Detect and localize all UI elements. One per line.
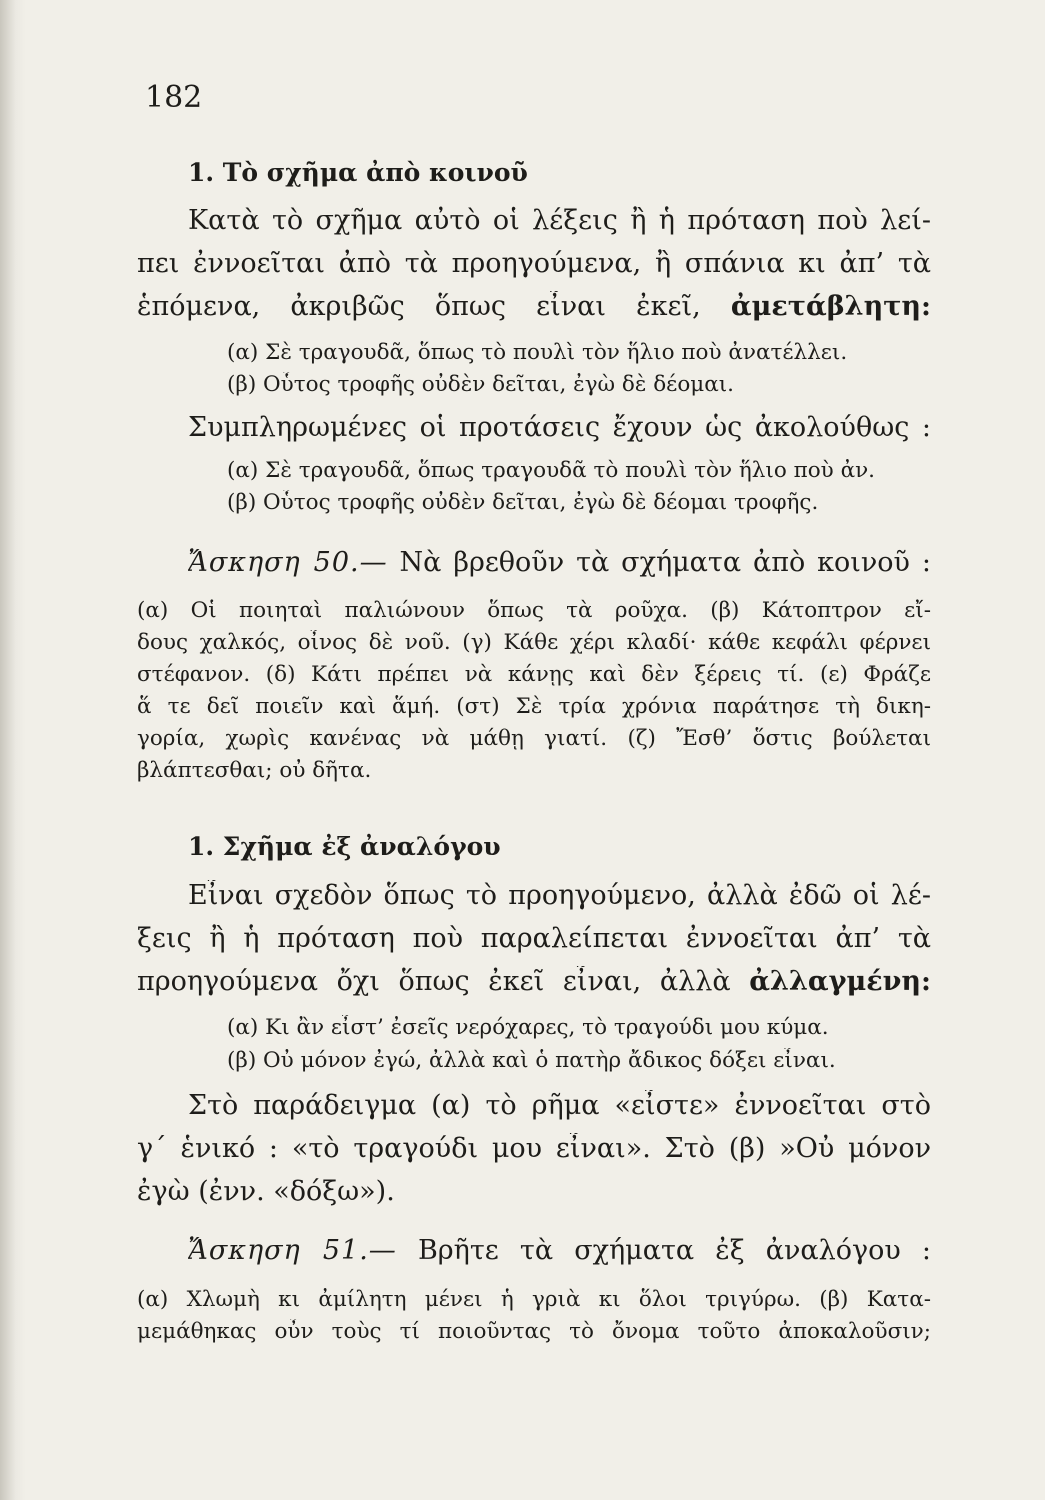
exercise-line: (α) Οἱ ποιηταὶ παλιώνουν ὅπως τὰ ροῦχα. (β) Κάτοπτρον εἴ- (137, 598, 931, 623)
note-line: γ΄ ἑνικό : «τὸ τραγούδι μου εἶναι». Στὸ (β) »Οὐ μόνον (137, 1133, 931, 1164)
exercise-line: ἅ τε δεῖ ποιεῖν καὶ ἅμή. (στ) Σὲ τρία χρόνια παράτησε τὴ δικη- (137, 694, 931, 719)
example-line: (α) Σὲ τραγουδᾶ, ὅπως τὸ πουλὶ τὸν ἥλιο ποὺ ἀνατέλλει. (227, 340, 848, 365)
exercise-line: βλάπτεσθαι; οὐ δῆτα. (137, 758, 372, 783)
exercise-line: μεμάθηκας οὖν τοὺς τί ποιοῦντας τὸ ὄνομα τοῦτο ἀποκαλοῦσιν; (137, 1319, 931, 1344)
completed-intro: Συμπληρωμένες οἱ προτάσεις ἔχουν ὡς ἀκολούθως : (188, 412, 931, 443)
bold-term: ἀλλαγμένη: (749, 966, 931, 997)
paragraph-text: ἑπόμενα, ἀκριβῶς ὅπως εἶναι ἐκεῖ, (137, 291, 701, 322)
example-line: (α) Σὲ τραγουδᾶ, ὅπως τραγουδᾶ τὸ πουλὶ τὸν ἥλιο ποὺ ἀν. (227, 458, 876, 483)
exercise-label: Ἄσκηση 50.— (188, 547, 388, 578)
note-line: Στὸ παράδειγμα (α) τὸ ρῆμα «εἶστε» ἐννοεῖται στὸ (188, 1090, 931, 1121)
example-line: (α) Κι ἂν εἶστ’ ἐσεῖς νερόχαρες, τὸ τραγούδι μου κύμα. (227, 1015, 829, 1040)
paragraph-line: Κατὰ τὸ σχῆμα αὐτὸ οἱ λέξεις ἢ ἡ πρόταση ποὺ λεί- (188, 205, 931, 236)
paragraph-line: ξεις ἢ ἡ πρόταση ποὺ παραλείπεται ἐννοεῖται ἀπ’ τὰ (137, 923, 931, 954)
exercise-title: Νὰ βρεθοῦν τὰ σχήματα ἀπὸ κοινοῦ : (399, 547, 931, 578)
paragraph-line: Εἶναι σχεδὸν ὅπως τὸ προηγούμενο, ἀλλὰ ἐδῶ οἱ λέ- (188, 880, 931, 911)
example-line: (β) Οὐ μόνον ἐγώ, ἀλλὰ καὶ ὁ πατὴρ ἄδικος δόξει εἶναι. (227, 1048, 836, 1073)
example-line: (β) Οὗτος τροφῆς οὐδὲν δεῖται, ἐγὼ δὲ δέομαι. (227, 372, 735, 397)
section-heading-apo-koinou: 1. Τὸ σχῆμα ἀπὸ κοινοῦ (188, 158, 528, 187)
section-heading-ex-analogou: 1. Σχῆμα ἐξ ἀναλόγου (188, 832, 501, 861)
exercise-label: Ἄσκηση 51.— (188, 1235, 397, 1266)
exercise-line: στέφανον. (δ) Κάτι πρέπει νὰ κάνῃς καὶ δὲν ξέρεις τί. (ε) Φράζε (137, 662, 931, 687)
example-line: (β) Οὗτος τροφῆς οὐδὲν δεῖται, ἐγὼ δὲ δέομαι τροφῆς. (227, 490, 819, 515)
note-line: ἐγὼ (ἐνν. «δόξω»). (137, 1176, 395, 1207)
bold-term: ἀμετάβλητη: (730, 291, 931, 322)
page-number: 182 (145, 80, 203, 115)
exercise-line: γορία, χωρὶς κανένας νὰ μάθῃ γιατί. (ζ) Ἔσθ’ ὅστις βούλεται (137, 726, 931, 751)
paragraph-line (137, 291, 931, 322)
paragraph-text: προηγούμενα ὄχι ὅπως ἐκεῖ εἶναι, ἀλλὰ (137, 966, 731, 997)
exercise-line: δους χαλκός, οἶνος δὲ νοῦ. (γ) Κάθε χέρι κλαδί· κάθε κεφάλι φέρνει (137, 630, 931, 655)
paragraph-line (137, 966, 931, 997)
paragraph-line: πει ἐννοεῖται ἀπὸ τὰ προηγούμενα, ἢ σπάνια κι ἀπ’ τὰ (137, 248, 931, 279)
page-gutter-shadow (0, 0, 26, 1500)
exercise-line: (α) Χλωμὴ κι ἀμίλητη μένει ἡ γριὰ κι ὅλοι τριγύρω. (β) Κατα- (137, 1287, 931, 1312)
exercise-title: Βρῆτε τὰ σχήματα ἐξ ἀναλόγου : (417, 1235, 931, 1266)
exercise-heading (188, 1235, 931, 1266)
exercise-heading (188, 547, 931, 578)
